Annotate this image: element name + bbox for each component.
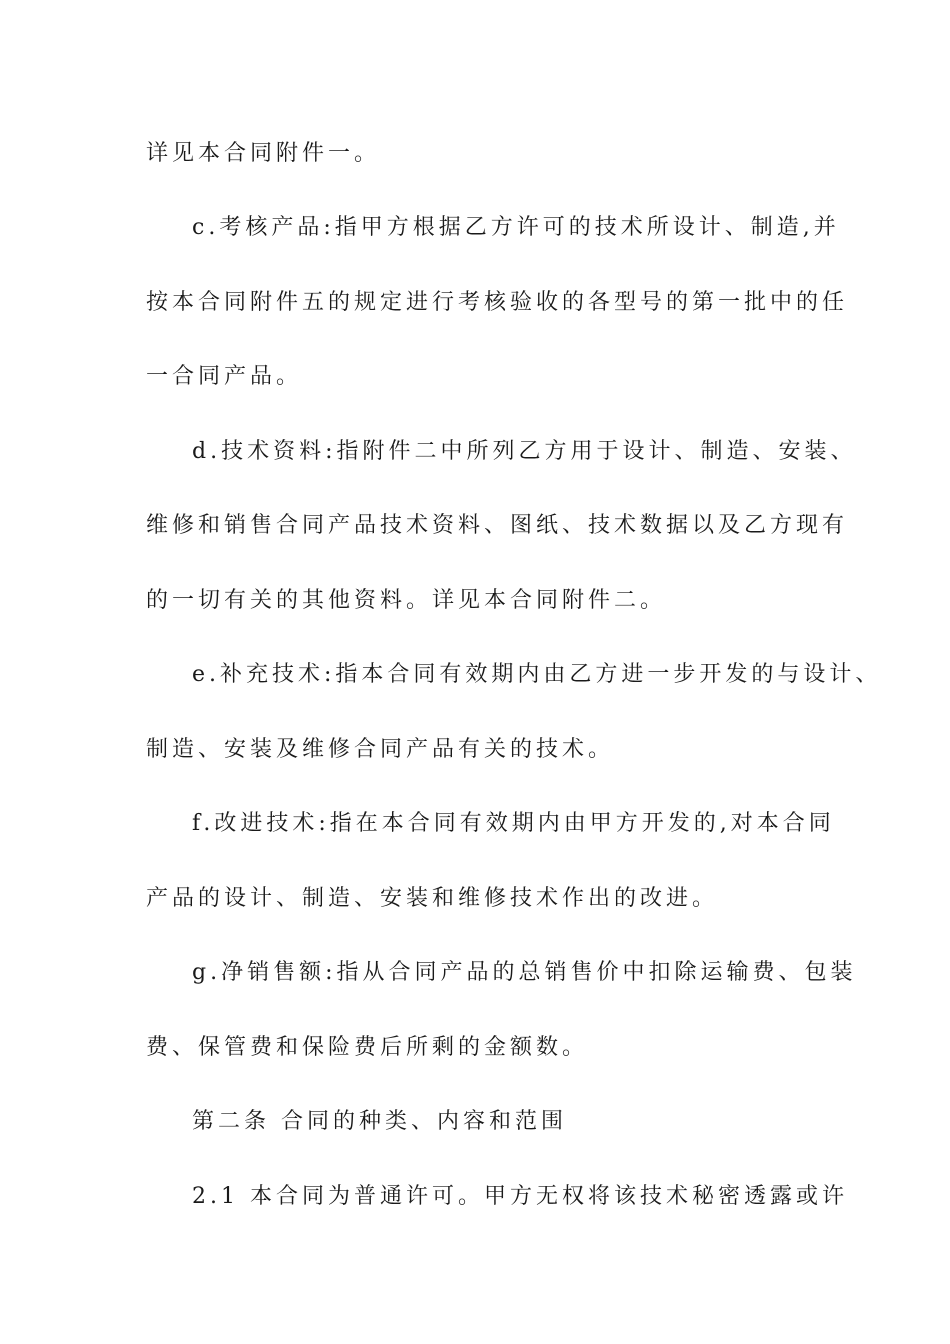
text-line-2: c.考核产品:指甲方根据乙方许可的技术所设计、制造,并	[192, 215, 840, 240]
text-line-1: 详见本合同附件一。	[146, 141, 381, 166]
text-line-4: 一合同产品。	[146, 364, 303, 389]
text-line-13: 费、保管费和保险费后所剩的金额数。	[146, 1035, 589, 1060]
text-line-8: e.补充技术:指本合同有效期内由乙方进一步开发的与设计、	[192, 662, 882, 687]
text-line-10: f.改进技术:指在本合同有效期内由甲方开发的,对本合同	[192, 811, 835, 836]
text-line-12: g.净销售额:指从合同产品的总销售价中扣除运输费、包装	[192, 960, 857, 985]
text-line-7: 的一切有关的其他资料。详见本合同附件二。	[146, 588, 667, 613]
text-line-5: d.技术资料:指附件二中所列乙方用于设计、制造、安装、	[192, 439, 857, 464]
text-line-9: 制造、安装及维修合同产品有关的技术。	[146, 737, 615, 762]
text-line-3: 按本合同附件五的规定进行考核验收的各型号的第一批中的任	[146, 290, 849, 315]
text-line-6: 维修和销售合同产品技术资料、图纸、技术数据以及乙方现有	[146, 513, 849, 538]
text-line-15: 2.1 本合同为普通许可。甲方无权将该技术秘密透露或许	[192, 1184, 848, 1209]
text-line-11: 产品的设计、制造、安装和维修技术作出的改进。	[146, 886, 719, 911]
section-heading: 第二条 合同的种类、内容和范围	[192, 1109, 567, 1134]
